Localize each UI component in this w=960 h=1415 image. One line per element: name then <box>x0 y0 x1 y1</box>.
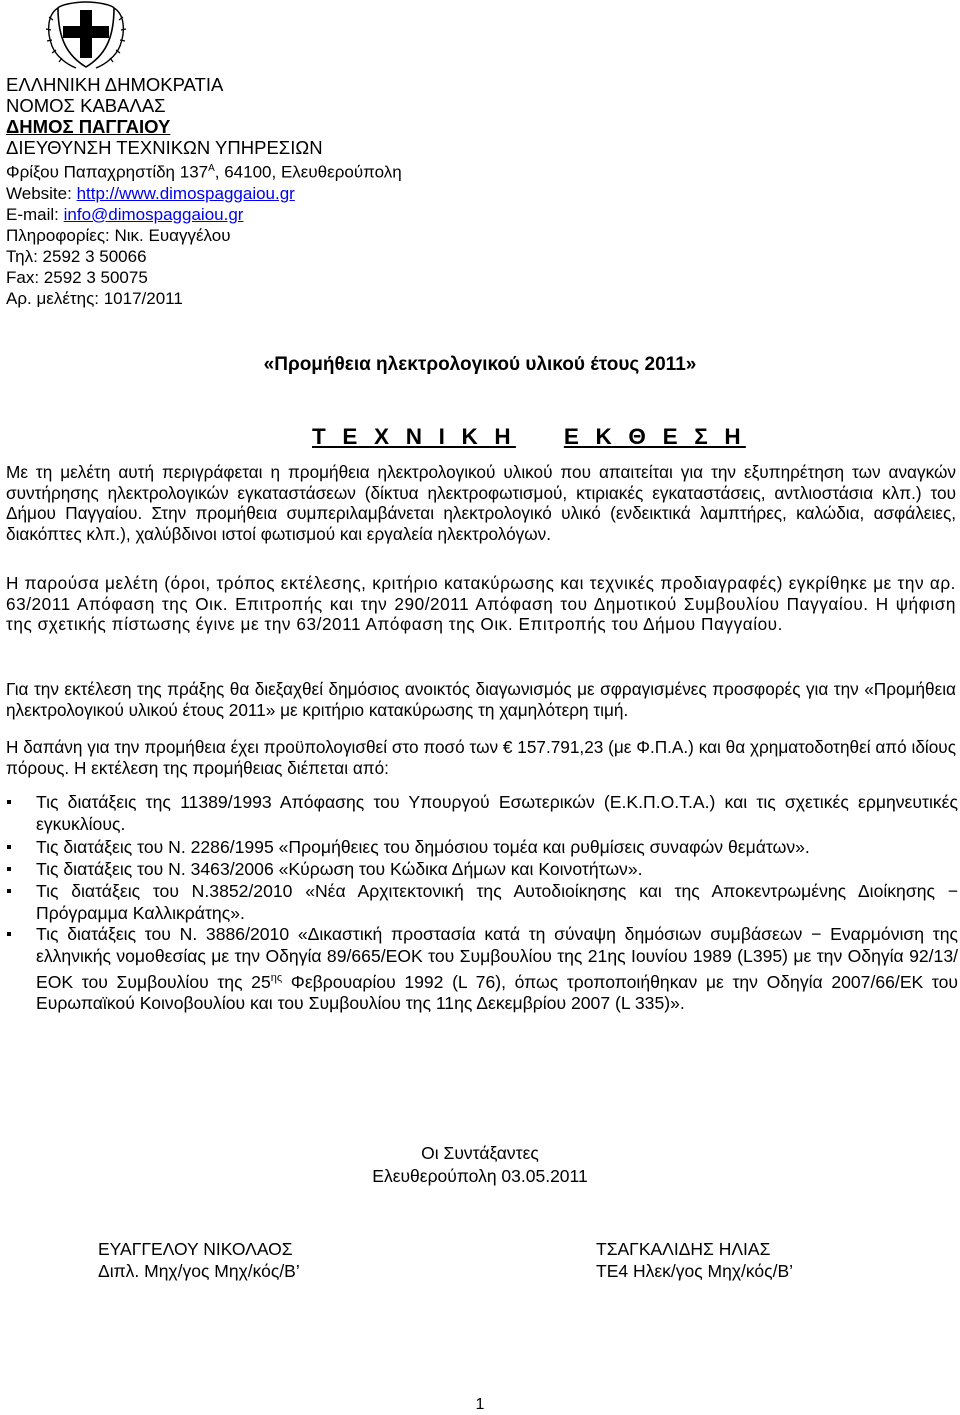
municipality-line: ΔΗΜΟΣ ΠΑΓΓΑΙΟΥ <box>6 116 171 137</box>
legislation-list <box>6 792 958 1015</box>
paragraph-4 <box>6 737 956 778</box>
subject-title: «Προμήθεια ηλεκτρολογικού υλικού έτους 2011» <box>263 354 697 375</box>
list-item-text: Τις διατάξεις του Ν.3852/2010 «Νέα Αρχιτεκτονική της Αυτοδιοίκησης και της Αποκεντρωμένης Διοίκησης − Πρόγραμμα Καλλικράτης». <box>36 880 958 923</box>
prefecture-line: ΝΟΜΟΣ ΚΑΒΑΛΑΣ <box>6 95 166 116</box>
paragraph-text: Η δαπάνη για την προμήθεια έχει προϋπολογισθεί στο ποσό των € 157.791,23 (με Φ.Π.Α.) και θα χρηματοδοτηθεί από ιδίους πόρους. Η εκτέλεση της προμήθειας διέπεται από: <box>6 737 956 778</box>
paragraph-text: Η παρούσα μελέτη (όροι, τρόπος εκτέλεσης, κριτήριο κατακύρωσης και τεχνικές προδιαγραφές) εγκρίθηκε με την αρ. 63/2011 Απόφαση της Οικ. Επιτροπής και την 290/2011 Απόφαση του Δημοτικού Συμβουλίου Παγγαίου. Η ψήφιση της σχετικής πίστωσης έγινε με την 63/2011 Απόφαση της Οικ. Επιτροπής του Δήμου Παγγαίου. <box>6 573 956 634</box>
page-number: 1 <box>475 1396 485 1413</box>
bullet-icon <box>7 867 11 871</box>
bullet-icon <box>7 845 11 849</box>
address-city: , 64100, Ελευθερούπολη <box>214 162 402 182</box>
list-item-text: Τις διατάξεις του Ν. 3886/2010 «Δικαστική προστασία κατά τη σύναψη δημόσιων συμβάσεων − Εναρμόνιση της ελληνικής νομοθεσίας με την Οδηγία 89/665/ΕΟΚ του Συμβουλίου της 21ης Ιουνίου 1989 (L395) με την Οδηγία 92/13/ΕΟΚ του Συμβουλίου της 25 <box>36 924 958 992</box>
fax-line: Fax: 2592 3 50075 <box>6 267 148 287</box>
list-item-text: Τις διατάξεις του Ν. 2286/1995 «Προμήθειες του δημόσιου τομέα και ρυθμίσεις συναφών θεμάτων». <box>36 837 810 858</box>
website-line <box>6 183 402 204</box>
list-item <box>6 881 958 924</box>
tel-line: Τηλ: 2592 3 50066 <box>6 246 147 266</box>
signature-left <box>98 1238 300 1282</box>
address-line <box>6 158 402 183</box>
report-title <box>312 424 746 450</box>
info-line: Πληροφορίες: Νικ. Ευαγγέλου <box>6 225 231 245</box>
list-item-text: Τις διατάξεις της 11389/1993 Απόφασης του Υπουργού Εσωτερικών (Ε.Κ.Π.Ο.Τ.Α.) και τις σχετικές ερμηνευτικές εγκυκλίους. <box>36 792 958 834</box>
signatory-name: ΤΣΑΓΚΑΛΙΔΗΣ ΗΛΙΑΣ <box>596 1239 771 1259</box>
signatory-name: ΕΥΑΓΓΕΛΟΥ ΝΙΚΟΛΑΟΣ <box>98 1239 293 1259</box>
study-number: Αρ. μελέτης: 1017/2011 <box>6 288 183 308</box>
list-item <box>6 837 958 859</box>
website-label: Website: <box>6 183 77 203</box>
address-text: Φρίξου Παπαχρηστίδη 137 <box>6 162 209 182</box>
place-date: Ελευθερούπολη 03.05.2011 <box>372 1166 588 1186</box>
signatory-title: ΤΕ4 Ηλεκ/γος Μηχ/κός/Β’ <box>596 1261 794 1281</box>
list-item <box>6 924 958 1015</box>
signatories-heading: Οι Συντάξαντες <box>421 1143 539 1163</box>
paragraph-3 <box>6 679 956 720</box>
report-title-word1: Τ Ε Χ Ν Ι Κ Η <box>312 424 516 449</box>
report-title-word2: Ε Κ Θ Ε Σ Η <box>563 424 746 449</box>
paragraph-1 <box>6 462 956 544</box>
signature-right <box>596 1238 793 1282</box>
list-item-text: Τις διατάξεις του Ν. 3463/2006 «Κύρωση του Κώδικα Δήμων και Κοινοτήτων». <box>36 859 643 880</box>
paragraph-2 <box>6 573 956 635</box>
directorate-line: ΔΙΕΥΘΥΝΣΗ ΤΕΧΝΙΚΩΝ ΥΠΗΡΕΣΙΩΝ <box>6 137 323 158</box>
bullet-icon <box>7 800 11 804</box>
website-link[interactable]: http://www.dimospaggaiou.gr <box>76 183 295 203</box>
paragraph-text: Με τη μελέτη αυτή περιγράφεται η προμήθεια ηλεκτρολογικού υλικού που απαιτείται για την εξυπηρέτηση των αναγκών συντήρησης ηλεκτρολογικών εγκαταστάσεων (δίκτυα ηλεκτροφωτισμού, κτιριακές εγκαταστάσεις, αντλιοστάσια κλπ.) του Δήμου Παγγαίου. Στην προμήθεια συμπεριλαμβάνεται ηλεκτρολογικό υλικό (ενδεικτικά λαμπτήρες, καλώδια, ασφάλειες, διακόπτες κλπ.), χαλύβδινοι ιστοί φωτισμού και εργαλεία ηλεκτρολόγων. <box>6 462 956 544</box>
greek-emblem-icon <box>44 0 128 70</box>
list-item-text-continued: Φεβρουαρίου 1992 (L 76), όπως τροποποιήθηκαν με την Οδηγία 2007/66/ΕΚ του Ευρωπαϊκού Κοινοβουλίου και του Συμβουλίου της 11ης Δεκεμβρίου 2007 (L 335)». <box>36 971 959 1014</box>
list-item-superscript: ης <box>270 971 283 984</box>
list-item <box>6 792 958 835</box>
email-link[interactable]: info@dimospaggaiou.gr <box>63 204 244 224</box>
address-superscript: Α <box>208 163 215 174</box>
paragraph-text: Για την εκτέλεση της πράξης θα διεξαχθεί δημόσιος ανοικτός διαγωνισμός με σφραγισμένες προσφορές για την «Προμήθεια ηλεκτρολογικού υλικού έτους 2011» με κριτήριο κατακύρωσης τη χαμηλότερη τιμή. <box>6 679 956 720</box>
signatory-title: Διπλ. Μηχ/γος Μηχ/κός/Β’ <box>98 1261 300 1281</box>
email-line <box>6 204 402 225</box>
letterhead <box>6 74 402 309</box>
republic-line: ΕΛΛΗΝΙΚΗ ΔΗΜΟΚΡΑΤΙΑ <box>6 74 224 95</box>
bullet-icon <box>7 889 11 893</box>
bullet-icon <box>7 932 11 936</box>
email-label: E-mail: <box>6 204 64 224</box>
list-item <box>6 859 958 881</box>
